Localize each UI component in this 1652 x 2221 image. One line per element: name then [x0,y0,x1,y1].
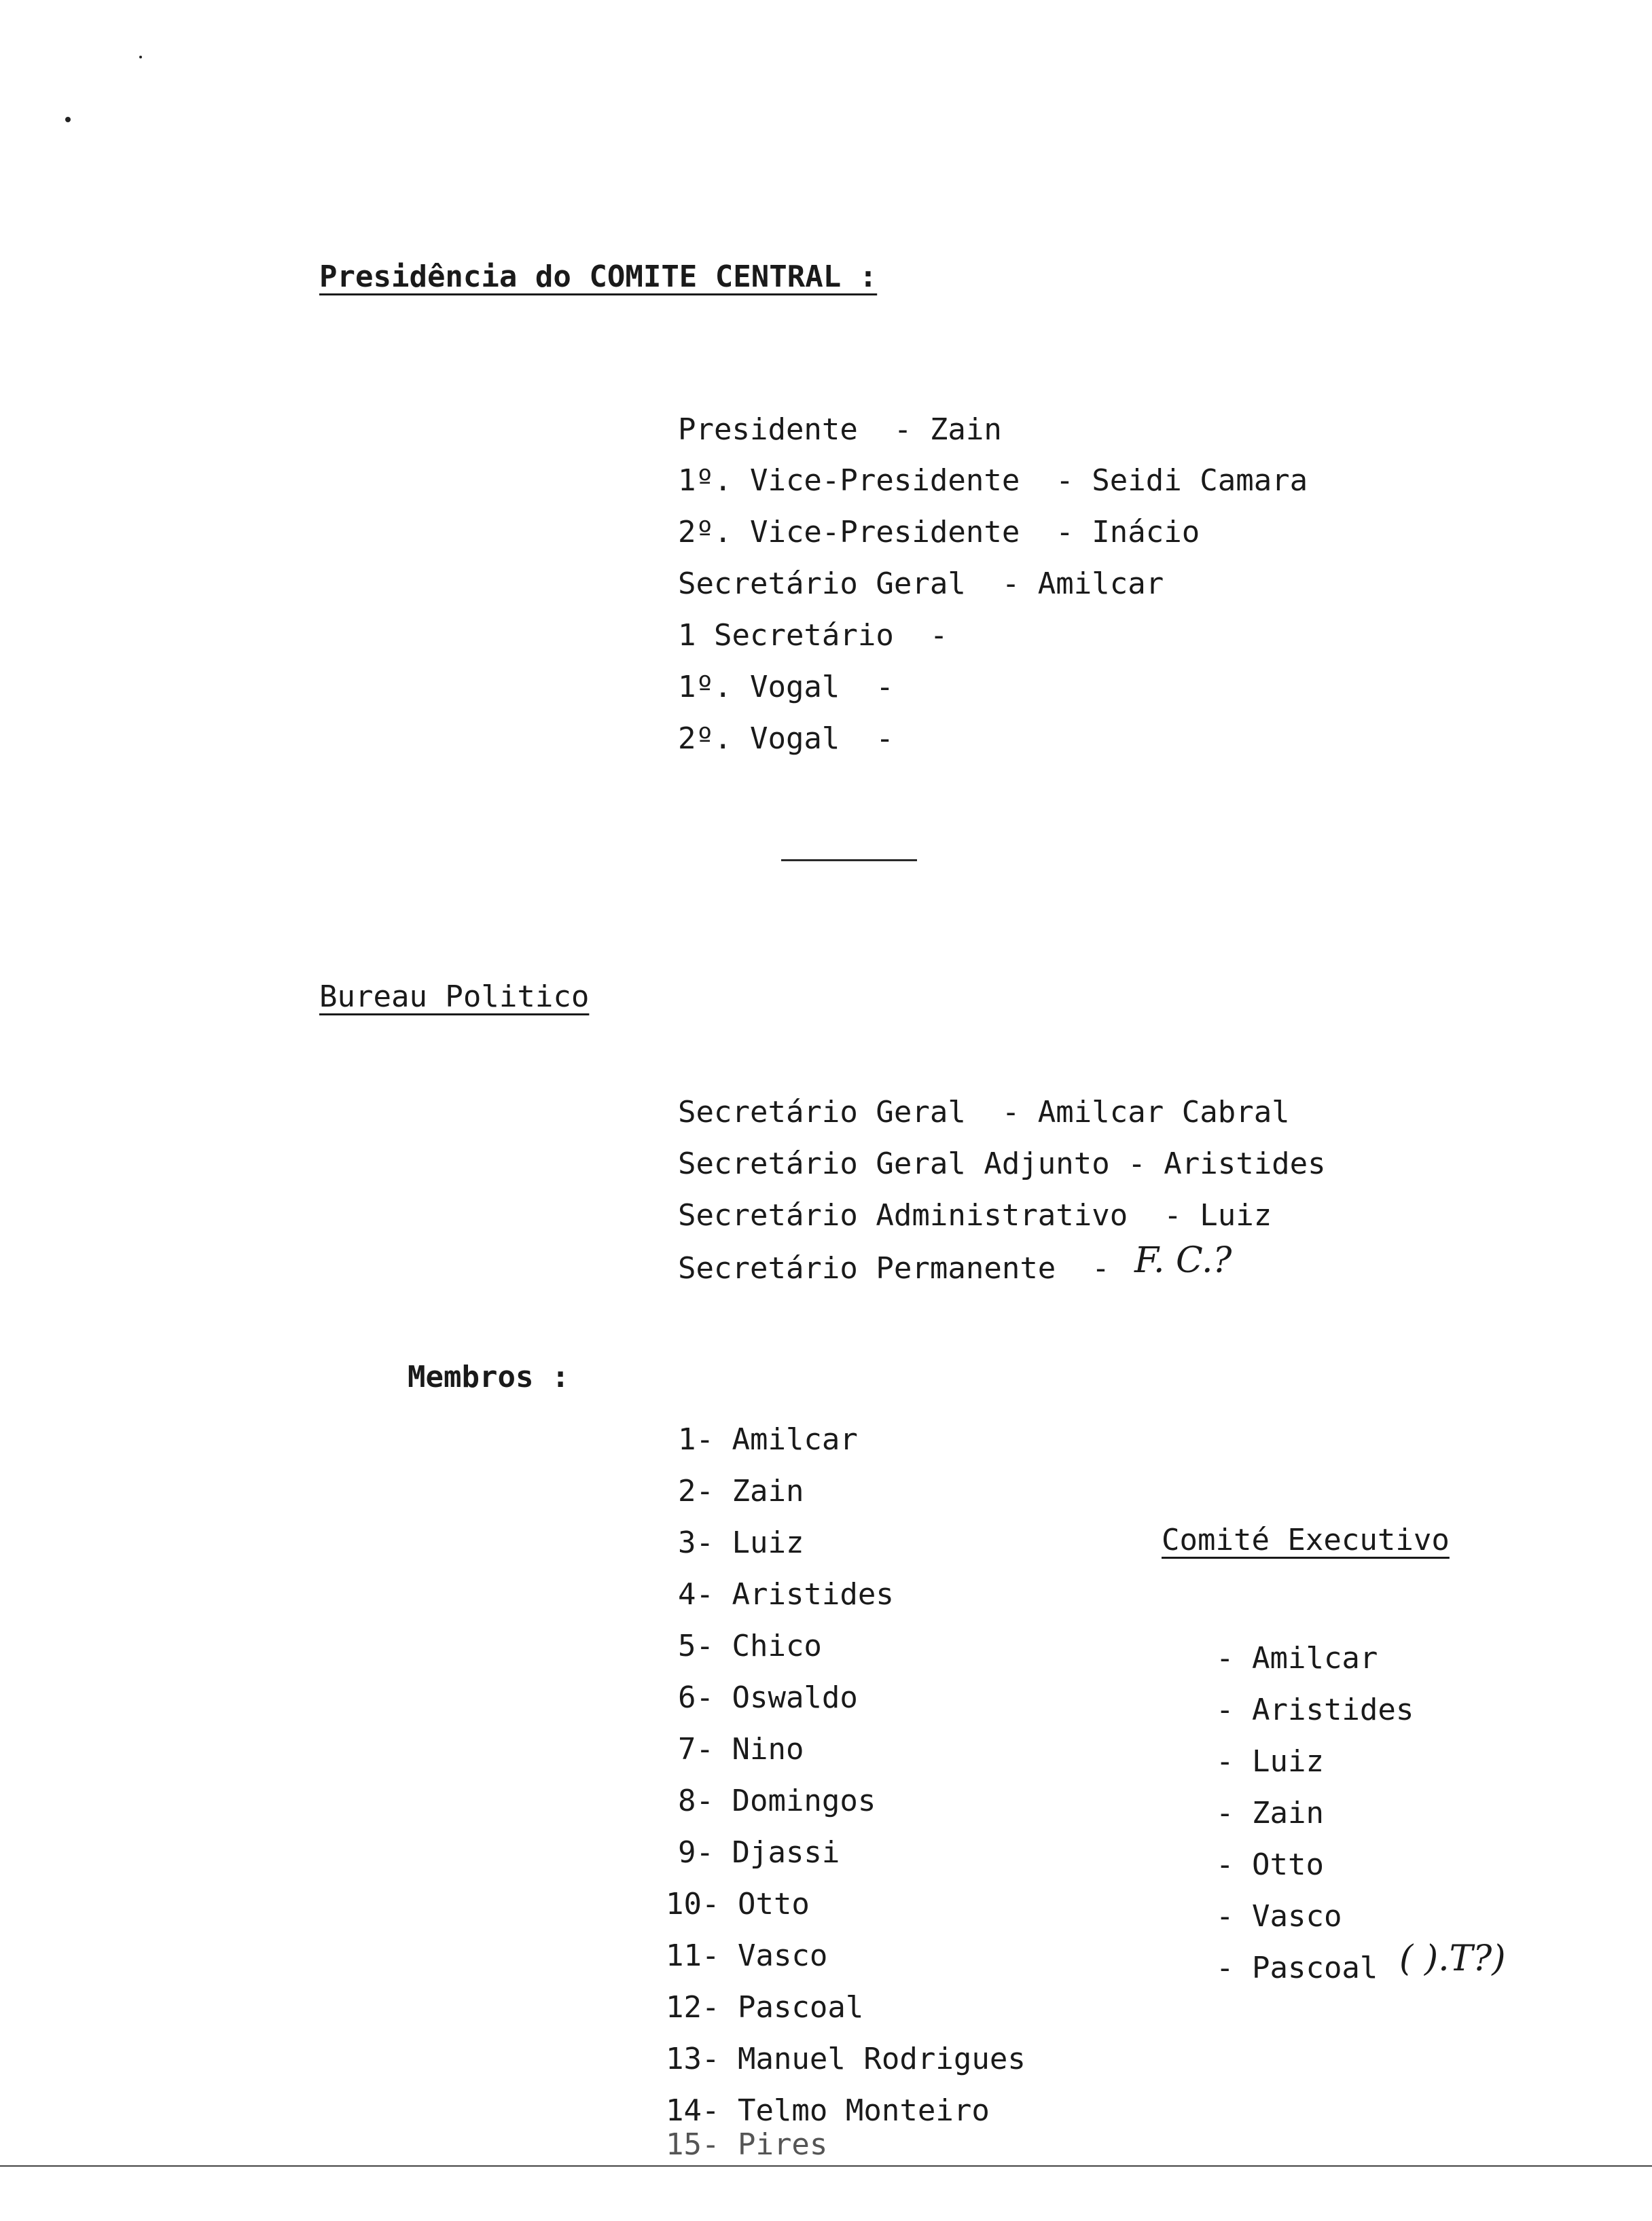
membros-item: 14- Telmo Monteiro [666,2093,990,2128]
bureau-row: Secretário Geral - Amilcar Cabral [678,1095,1290,1130]
membros-heading: Membros : [408,1360,570,1394]
membros-item: 4- Aristides [678,1577,894,1612]
membros-item: 5- Chico [678,1629,822,1663]
ink-speck [139,56,142,58]
presidencia-row: Secretário Geral - Amilcar [678,566,1164,601]
bottom-page-rule [0,2165,1652,2167]
membros-item: 10- Otto [666,1887,810,1921]
comite-executivo-item: - Pascoal [1216,1951,1378,1985]
comite-executivo-item: - Amilcar [1216,1641,1378,1676]
membros-item: 13- Manuel Rodrigues [666,2042,1026,2076]
membros-item: 1- Amilcar [678,1422,858,1457]
membros-item: 15- Pires [666,2127,828,2162]
membros-item: 12- Pascoal [666,1990,864,2025]
membros-item: 9- Djassi [678,1835,840,1870]
membros-item: 3- Luiz [678,1525,804,1560]
presidencia-row: 2º. Vogal - [678,721,894,756]
comite-executivo-handwritten-note: ( ).T?) [1399,1938,1506,1979]
presidencia-row: 1º. Vice-Presidente - Seidi Camara [678,463,1308,498]
membros-item: 7- Nino [678,1732,804,1767]
bureau-row: Secretário Administrativo - Luiz [678,1198,1272,1233]
presidencia-heading: Presidência do COMITE CENTRAL : [319,259,878,294]
bureau-heading: Bureau Politico [319,979,590,1014]
section-divider [781,859,917,861]
comite-executivo-item: - Vasco [1216,1899,1342,1934]
membros-item: 8- Domingos [678,1784,876,1818]
bureau-row: Secretário Geral Adjunto - Aristides [678,1146,1326,1181]
comite-executivo-item: - Zain [1216,1796,1324,1830]
comite-executivo-heading: Comité Executivo [1162,1523,1450,1557]
bureau-handwritten-note: F. C.? [1134,1240,1232,1281]
membros-item: 11- Vasco [666,1938,828,1973]
presidencia-row: 1º. Vogal - [678,670,894,704]
presidencia-row: 2º. Vice-Presidente - Inácio [678,515,1200,549]
membros-item: 6- Oswaldo [678,1680,858,1715]
presidencia-row: 1 Secretário - [678,618,948,653]
comite-executivo-item: - Otto [1216,1847,1324,1882]
presidencia-row: Presidente - Zain [678,412,1002,447]
membros-item: 2- Zain [678,1474,804,1509]
bureau-row: Secretário Permanente - [678,1251,1110,1286]
comite-executivo-item: - Luiz [1216,1744,1324,1779]
ink-speck [65,117,71,122]
comite-executivo-item: - Aristides [1216,1693,1414,1727]
